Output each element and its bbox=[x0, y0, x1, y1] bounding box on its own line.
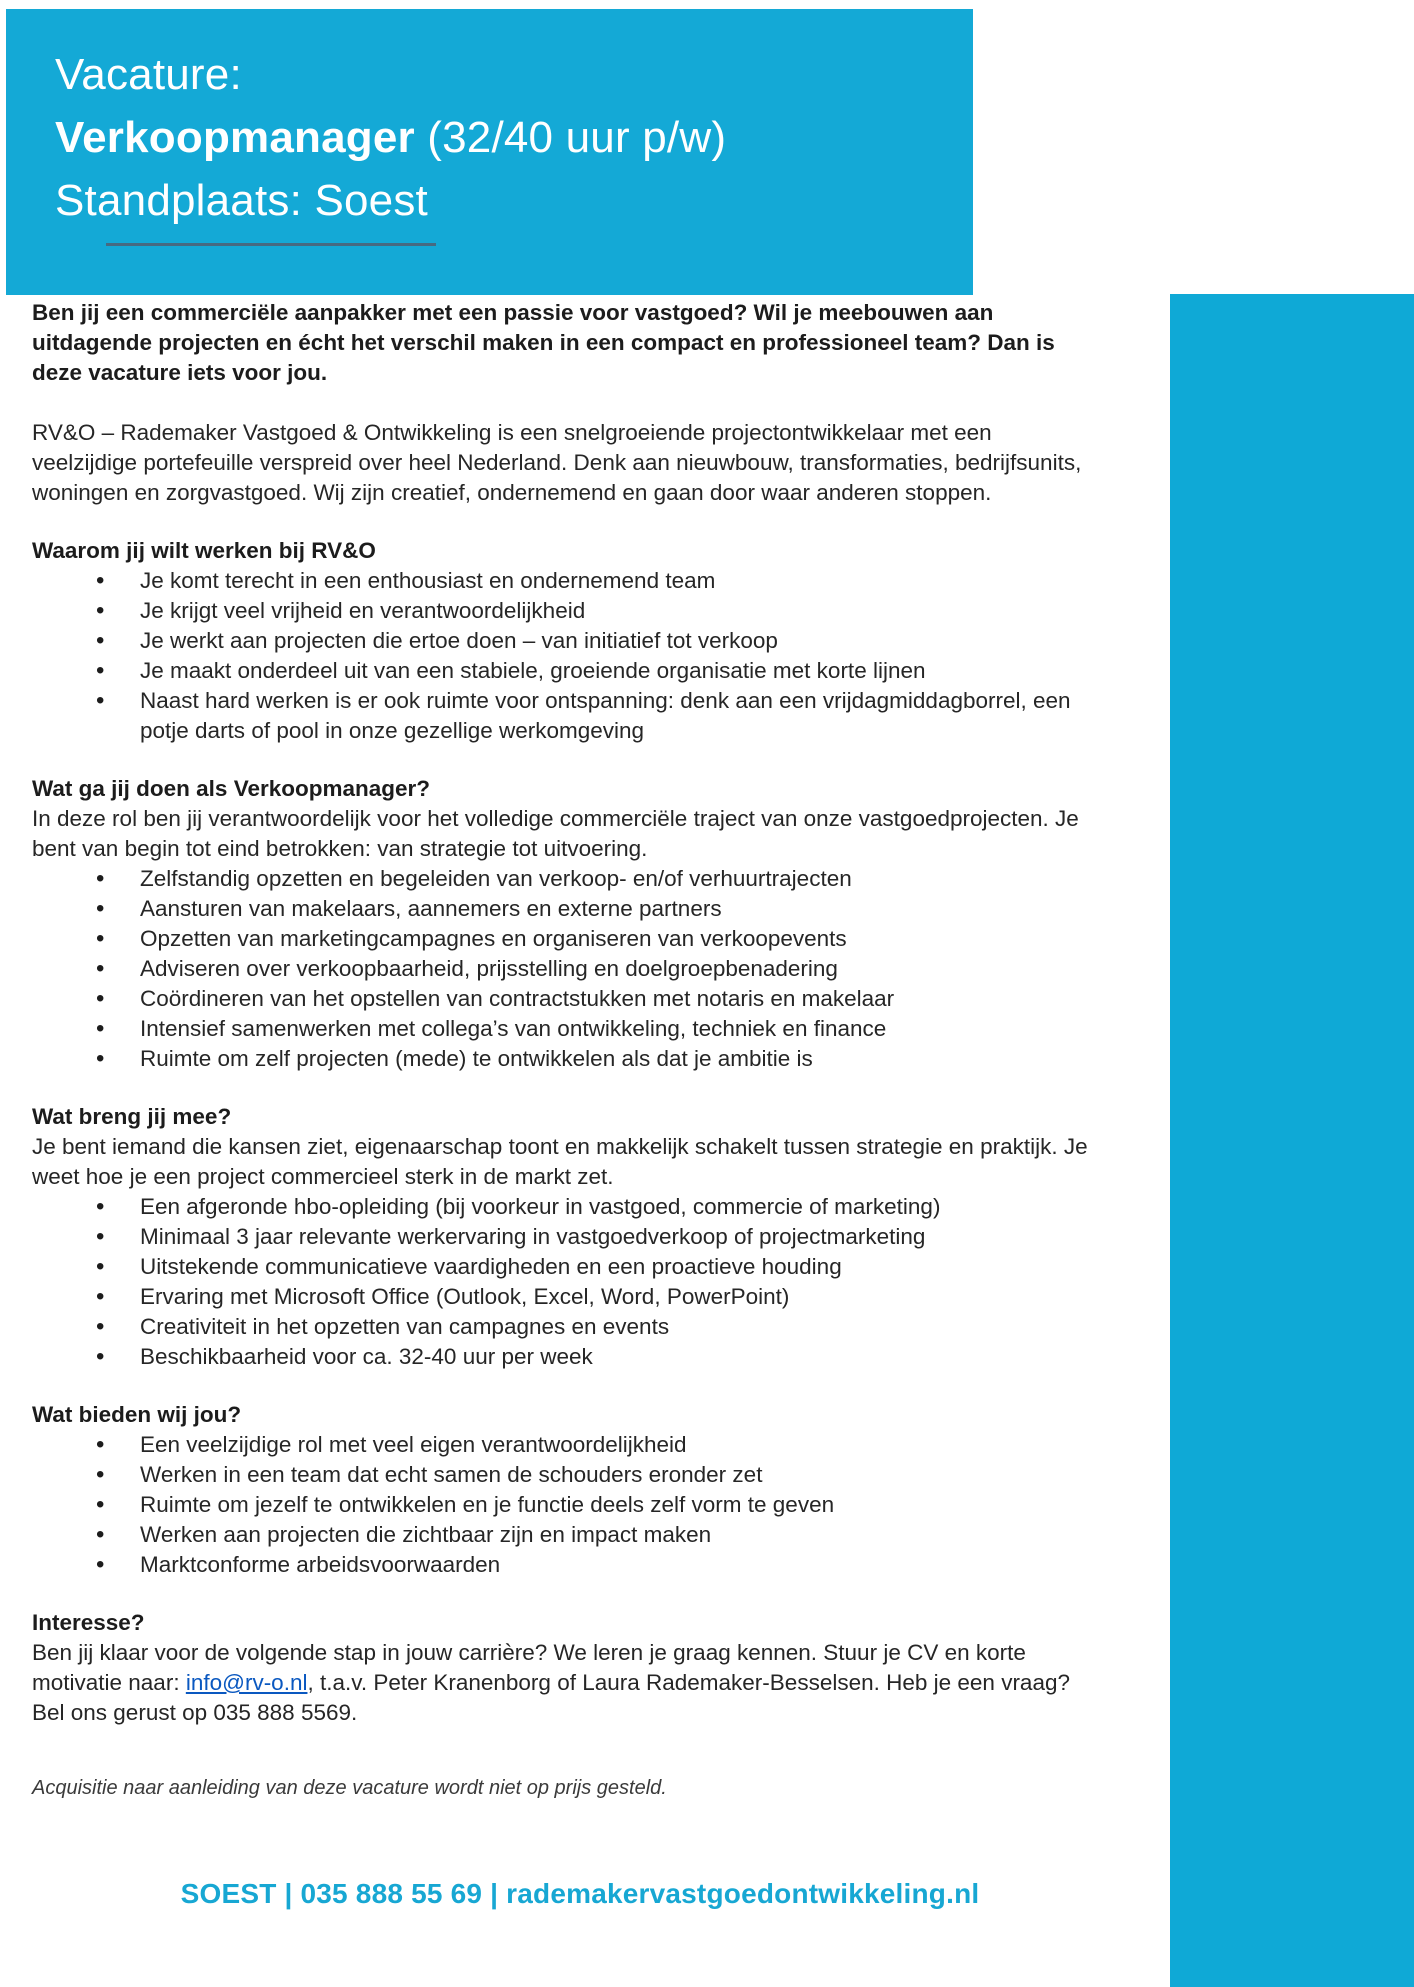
vacancy-body bbox=[32, 298, 1095, 1802]
bullet-item: • Opzetten van marketingcampagnes en organiseren van verkoopevents bbox=[32, 924, 1095, 954]
header-location: Standplaats: Soest bbox=[55, 176, 428, 225]
section-what-you-do bbox=[32, 774, 1095, 1074]
bullet-item: • Je werkt aan projecten die ertoe doen – van initiatief tot verkoop bbox=[32, 626, 1095, 656]
interest-text-before: Ben jij klaar voor de volgende stap in jouw carrière? We leren je graag kennen. Stuur je CV en korte motivatie naar: bbox=[32, 1640, 1026, 1695]
bullet-item: • Werken in een team dat echt samen de schouders eronder zet bbox=[32, 1460, 1095, 1490]
bullet-item: • Werken aan projecten die zichtbaar zijn en impact maken bbox=[32, 1520, 1095, 1550]
section-intro: Je bent iemand die kansen ziet, eigenaarschap toont en makkelijk schakelt tussen strategie en praktijk. Je weet hoe je een project commercieel sterk in de markt zet. bbox=[32, 1134, 1088, 1189]
right-accent-bar bbox=[1170, 294, 1414, 1987]
section-heading: Wat breng jij mee? bbox=[32, 1104, 232, 1129]
bullet-list bbox=[32, 1430, 1095, 1580]
bullet-item: • Uitstekende communicatieve vaardigheden en een proactieve houding bbox=[32, 1252, 1095, 1282]
bullet-item: • Ruimte om jezelf te ontwikkelen en je functie deels zelf vorm te geven bbox=[32, 1490, 1095, 1520]
intro-paragraph: Ben jij een commerciële aanpakker met een passie voor vastgoed? Wil je meebouwen aan uitdagende projecten en écht het verschil maken in een compact en professioneel team? Dan is deze vacature iets voor jou. bbox=[32, 300, 1055, 385]
acquisition-disclaimer: Acquisitie naar aanleiding van deze vacature wordt niet op prijs gesteld. bbox=[32, 1777, 667, 1799]
bullet-item: • Een veelzijdige rol met veel eigen verantwoordelijkheid bbox=[32, 1430, 1095, 1460]
header-banner bbox=[6, 9, 973, 295]
bullet-item: • Minimaal 3 jaar relevante werkervaring in vastgoedverkoop of projectmarketing bbox=[32, 1222, 1095, 1252]
header-title-block bbox=[55, 43, 726, 232]
header-title-prefix: Vacature: bbox=[55, 50, 242, 99]
interest-text-after: , t.a.v. Peter Kranenborg of Laura Rademaker-Besselsen. Heb je een vraag? Bel ons gerust op 035 888 5569. bbox=[32, 1670, 1070, 1725]
bullet-item: • Je komt terecht in een enthousiast en ondernemend team bbox=[32, 566, 1095, 596]
bullet-item: • Coördineren van het opstellen van contractstukken met notaris en makelaar bbox=[32, 984, 1095, 1014]
section-what-we-offer bbox=[32, 1400, 1095, 1580]
bullet-item: • Marktconforme arbeidsvoorwaarden bbox=[32, 1550, 1095, 1580]
bullet-item: • Beschikbaarheid voor ca. 32-40 uur per week bbox=[32, 1342, 1095, 1372]
footer-contact-line: SOEST | 035 888 55 69 | rademakervastgoedontwikkeling.nl bbox=[180, 1878, 980, 1909]
bullet-item: • Naast hard werken is er ook ruimte voor ontspanning: denk aan een vrijdagmiddagborrel, een potje darts of pool in onze gezellige werkomgeving bbox=[32, 686, 1095, 746]
header-role-line bbox=[55, 106, 726, 169]
bullet-item: • Adviseren over verkoopbaarheid, prijsstelling en doelgroepbenadering bbox=[32, 954, 1095, 984]
bullet-item: • Je krijgt veel vrijheid en verantwoordelijkheid bbox=[32, 596, 1095, 626]
interest-paragraph bbox=[32, 1638, 1095, 1728]
section-why-work-here bbox=[32, 536, 1095, 746]
bullet-item: • Ervaring met Microsoft Office (Outlook, Excel, Word, PowerPoint) bbox=[32, 1282, 1095, 1312]
section-what-you-bring bbox=[32, 1102, 1095, 1372]
header-role-hours: (32/40 uur p/w) bbox=[414, 113, 727, 162]
section-heading: Wat ga jij doen als Verkoopmanager? bbox=[32, 776, 431, 801]
bullet-list bbox=[32, 1192, 1095, 1372]
section-intro: In deze rol ben jij verantwoordelijk voor het volledige commerciële traject van onze vastgoedprojecten. Je bent van begin tot eind betrokken: van strategie tot uitvoering. bbox=[32, 806, 1079, 861]
bullet-item: • Creativiteit in het opzetten van campagnes en events bbox=[32, 1312, 1095, 1342]
bullet-list bbox=[32, 864, 1095, 1074]
section-heading: Interesse? bbox=[32, 1610, 145, 1635]
bullet-item: • Een afgeronde hbo-opleiding (bij voorkeur in vastgoed, commercie of marketing) bbox=[32, 1192, 1095, 1222]
bullet-item: • Intensief samenwerken met collega’s van ontwikkeling, techniek en finance bbox=[32, 1014, 1095, 1044]
bullet-list bbox=[32, 566, 1095, 746]
spellcheck-underline-artifact bbox=[106, 243, 436, 246]
bullet-item: • Zelfstandig opzetten en begeleiden van verkoop- en/of verhuurtrajecten bbox=[32, 864, 1095, 894]
section-heading: Wat bieden wij jou? bbox=[32, 1402, 242, 1427]
bullet-item: • Je maakt onderdeel uit van een stabiele, groeiende organisatie met korte lijnen bbox=[32, 656, 1095, 686]
section-interest bbox=[32, 1608, 1095, 1728]
company-paragraph: RV&O – Rademaker Vastgoed & Ontwikkeling is een snelgroeiende projectontwikkelaar met een veelzijdige portefeuille verspreid over heel Nederland. Denk aan nieuwbouw, transformaties, bedrijfsunits, woningen en zorgvastgoed. Wij zijn creatief, ondernemend en gaan door waar anderen stoppen. bbox=[32, 420, 1082, 505]
logo-area bbox=[973, 0, 1414, 295]
bullet-item: • Ruimte om zelf projecten (mede) te ontwikkelen als dat je ambitie is bbox=[32, 1044, 1095, 1074]
bullet-item: • Aansturen van makelaars, aannemers en externe partners bbox=[32, 894, 1095, 924]
section-heading: Waarom jij wilt werken bij RV&O bbox=[32, 538, 376, 563]
header-role: Verkoopmanager bbox=[55, 113, 415, 162]
email-link[interactable]: info@rv-o.nl bbox=[185, 1670, 308, 1695]
